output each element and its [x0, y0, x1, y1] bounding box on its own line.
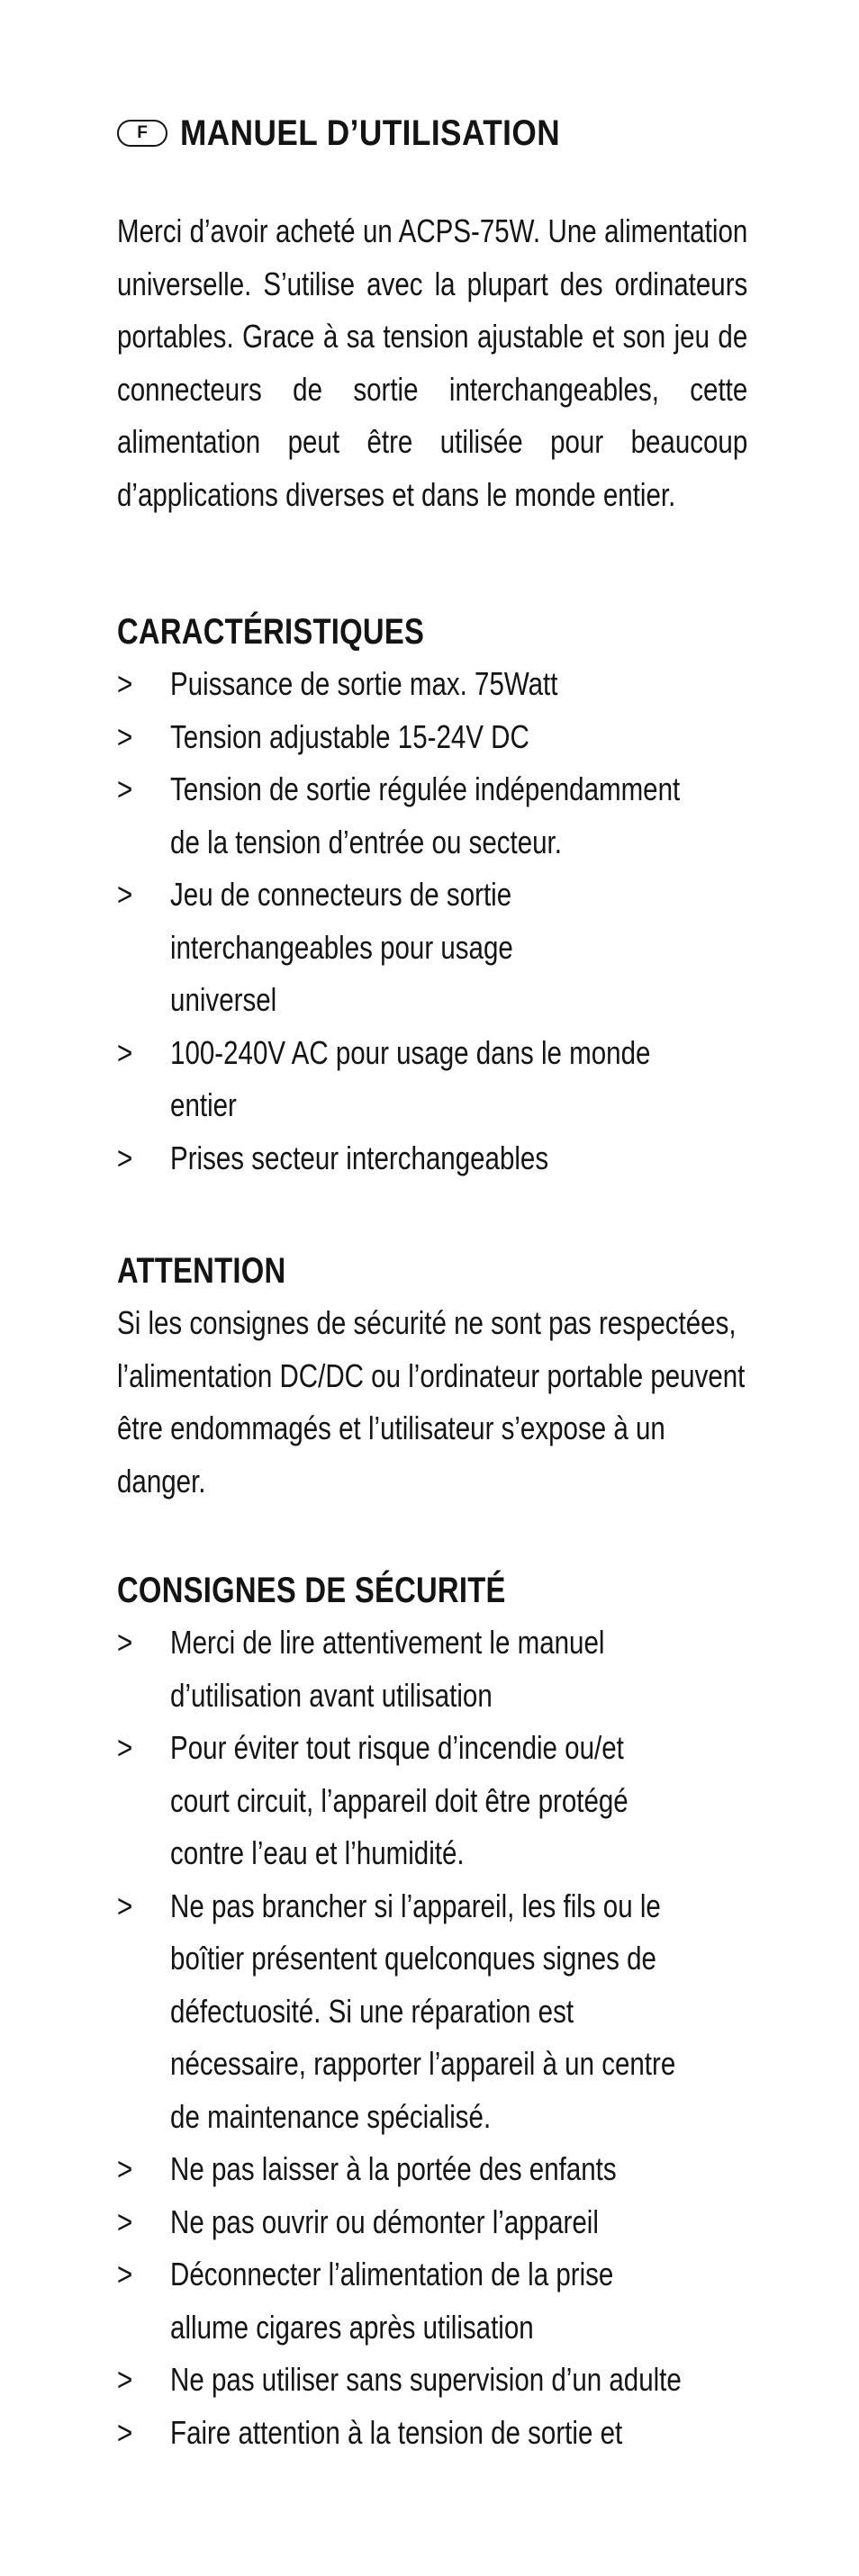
bullet-marker: >	[117, 1729, 133, 1766]
language-badge: F	[117, 120, 167, 147]
bullet-marker: >	[117, 2361, 133, 2398]
list-item	[117, 2407, 800, 2460]
list-item-text: Prises secteur interchangeables	[170, 1139, 549, 1176]
safety-list	[117, 1617, 747, 2459]
list-item-text: Merci de lire attentivement le manuel d’utilisation avant utilisation	[170, 1624, 605, 1714]
list-item	[117, 763, 687, 869]
bullet-marker: >	[117, 2150, 133, 2187]
bullet-marker: >	[117, 2202, 133, 2240]
list-item-text: Ne pas utiliser sans supervision d’un adulte	[170, 2361, 682, 2398]
list-item-text: Ne pas brancher si l’appareil, les fils ou le boîtier présentent quelconques signes de défectuosité. Si une réparation est nécessaire, rapporter l’appareil à un centre de maintenance spécialisé.	[170, 1887, 676, 2135]
bullet-marker: >	[117, 1139, 133, 1176]
bullet-marker: >	[117, 2413, 133, 2451]
list-item-text: Déconnecter l’alimentation de la prise allume cigares après utilisation	[170, 2256, 614, 2346]
list-item	[117, 2143, 747, 2196]
list-item	[117, 1617, 657, 1722]
list-item-text: Tension de sortie régulée indépendamment de la tension d’entrée ou secteur.	[170, 770, 681, 860]
title-row	[117, 106, 747, 160]
bullet-marker: >	[117, 1033, 133, 1071]
list-item-text: 100-240V AC pour usage dans le monde entier	[170, 1033, 651, 1123]
list-item-text: Puissance de sortie max. 75Watt	[170, 665, 558, 702]
list-item-text: Faire attention à la tension de sortie et	[170, 2413, 623, 2451]
list-item-text: Jeu de connecteurs de sortie interchangeables pour usage universel	[170, 876, 513, 1018]
list-item	[117, 1027, 665, 1132]
list-item	[117, 1132, 747, 1185]
safety-heading: CONSIGNES DE SÉCURITÉ	[117, 1571, 506, 1610]
list-item	[117, 1880, 694, 2144]
bullet-marker: >	[117, 1624, 133, 1661]
manual-page	[117, 106, 748, 2451]
characteristics-section	[117, 606, 747, 1184]
list-item	[117, 658, 747, 711]
list-item	[117, 711, 747, 764]
attention-heading: ATTENTION	[117, 1251, 286, 1291]
list-item	[117, 2248, 680, 2354]
attention-section	[117, 1245, 747, 1508]
attention-paragraph: Si les consignes de sécurité ne sont pas respectées, l’alimentation DC/DC ou l’ordinateur portable peuvent être endommagés et l’utilisateur s’expose à un danger.	[117, 1304, 746, 1500]
characteristics-heading: CARACTÉRISTIQUES	[117, 612, 425, 652]
list-item-text: Pour éviter tout risque d’incendie ou/et court circuit, l’appareil doit être protégé contre l’eau et l’humidité.	[170, 1729, 628, 1871]
list-item-text: Tension adjustable 15-24V DC	[170, 717, 529, 755]
characteristics-list	[117, 658, 747, 1184]
bullet-marker: >	[117, 770, 133, 807]
intro-paragraph: Merci d’avoir acheté un ACPS-75W. Une alimentation universelle. S’utilise avec la plupart des ordinateurs portables. Grace à sa tension ajustable et son jeu de connecteurs de sortie interchangeables, cette alimentation peut être utilisée pour beaucoup d’applications diverses et dans le monde entier.	[117, 212, 748, 513]
page-title: MANUEL D’UTILISATION	[180, 113, 561, 153]
list-item	[117, 869, 525, 1027]
list-item-text: Ne pas ouvrir ou démonter l’appareil	[170, 2202, 599, 2240]
list-item	[117, 1722, 687, 1880]
safety-section	[117, 1564, 747, 2459]
list-item	[117, 2196, 747, 2249]
bullet-marker: >	[117, 1887, 133, 1924]
bullet-marker: >	[117, 717, 133, 755]
list-item	[117, 2354, 800, 2407]
list-item-text: Ne pas laisser à la portée des enfants	[170, 2150, 617, 2187]
bullet-marker: >	[117, 2256, 133, 2292]
bullet-marker: >	[117, 665, 133, 702]
bullet-marker: >	[117, 876, 133, 913]
